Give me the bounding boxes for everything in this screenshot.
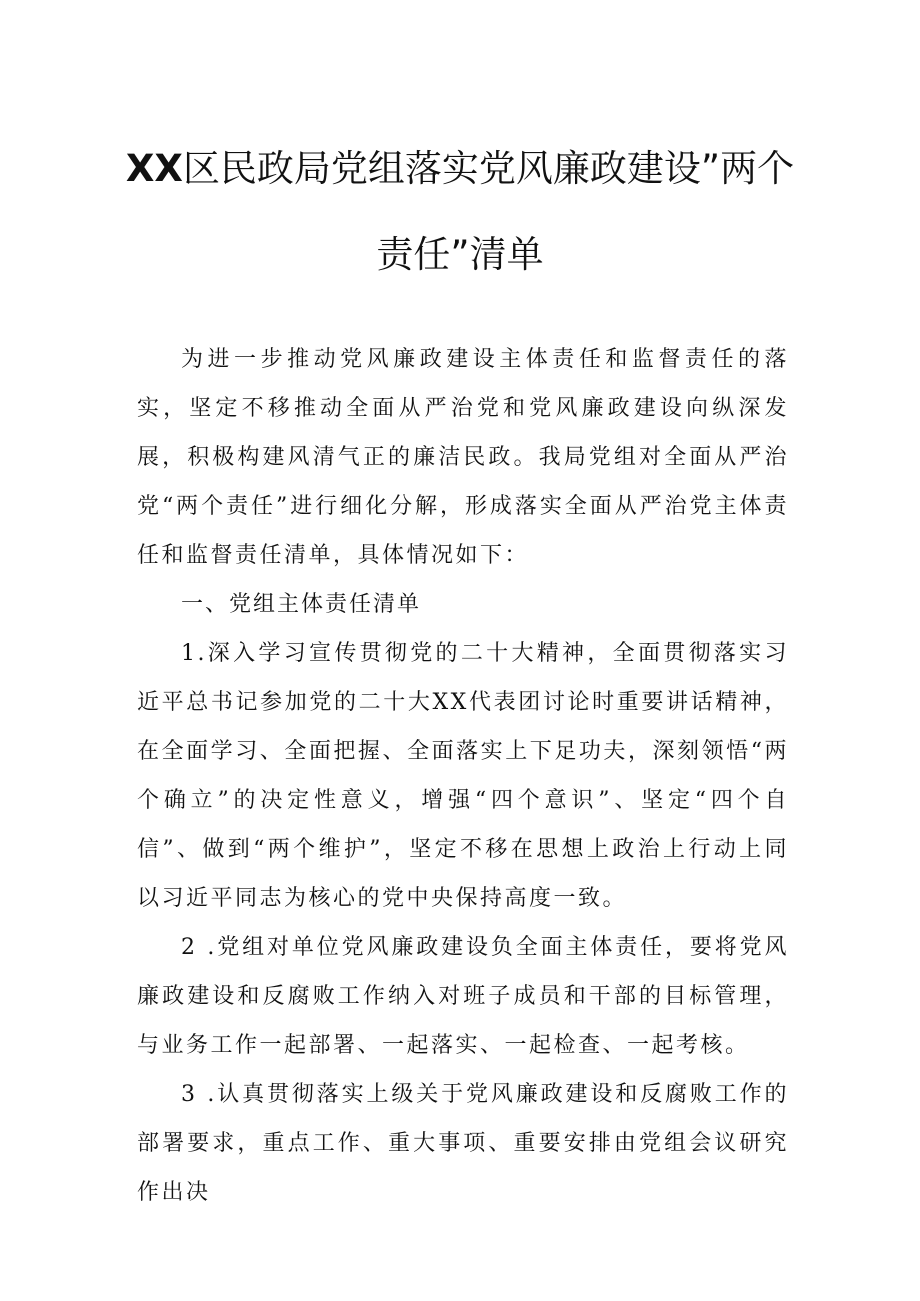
title-line-1-text: 区民政局党组落实党风廉政建设”两个 <box>182 147 795 190</box>
document-title-line-2: 责任”清单 <box>376 233 544 276</box>
paragraph-item-3: 3 .认真贯彻落实上级关于党风廉政建设和反腐败工作的部署要求，重点工作、重大事项、重要安排由党组会议研究作出决 <box>137 1082 789 1205</box>
document-body <box>137 335 789 1217</box>
document-title-line-1 <box>100 138 820 192</box>
title-prefix: XX <box>125 147 183 190</box>
section-heading: 一、党组主体责任清单 <box>181 592 422 617</box>
paragraph-item-2: 2 .党组对单位党风廉政建设负全面主体责任，要将党风廉政建设和反腐败工作纳入对班子成员和干部的目标管理，与业务工作一起部署、一起落实、一起检查、一起考核。 <box>137 935 789 1058</box>
paragraph-intro: 为进一步推动党风廉政建设主体责任和监督责任的落实，坚定不移推动全面从严治党和党风廉政建设向纵深发展，积极构建风清气正的廉洁民政。我局党组对全面从严治党“两个责任”进行细化分解，形成落实全面从严治党主体责任和监督责任清单，具体情况如下： <box>137 347 789 568</box>
paragraph-item-1: 1.深入学习宣传贯彻党的二十大精神，全面贯彻落实习近平总书记参加党的二十大XX代表团讨论时重要讲话精神，在全面学习、全面把握、全面落实上下足功夫，深刻领悟“两个确立”的决定性意义，增强“四个意识”、坚定“四个自信”、做到“两个维护”，坚定不移在思想上政治上行动上同以习近平同志为核心的党中央保持高度一致。 <box>137 641 789 911</box>
